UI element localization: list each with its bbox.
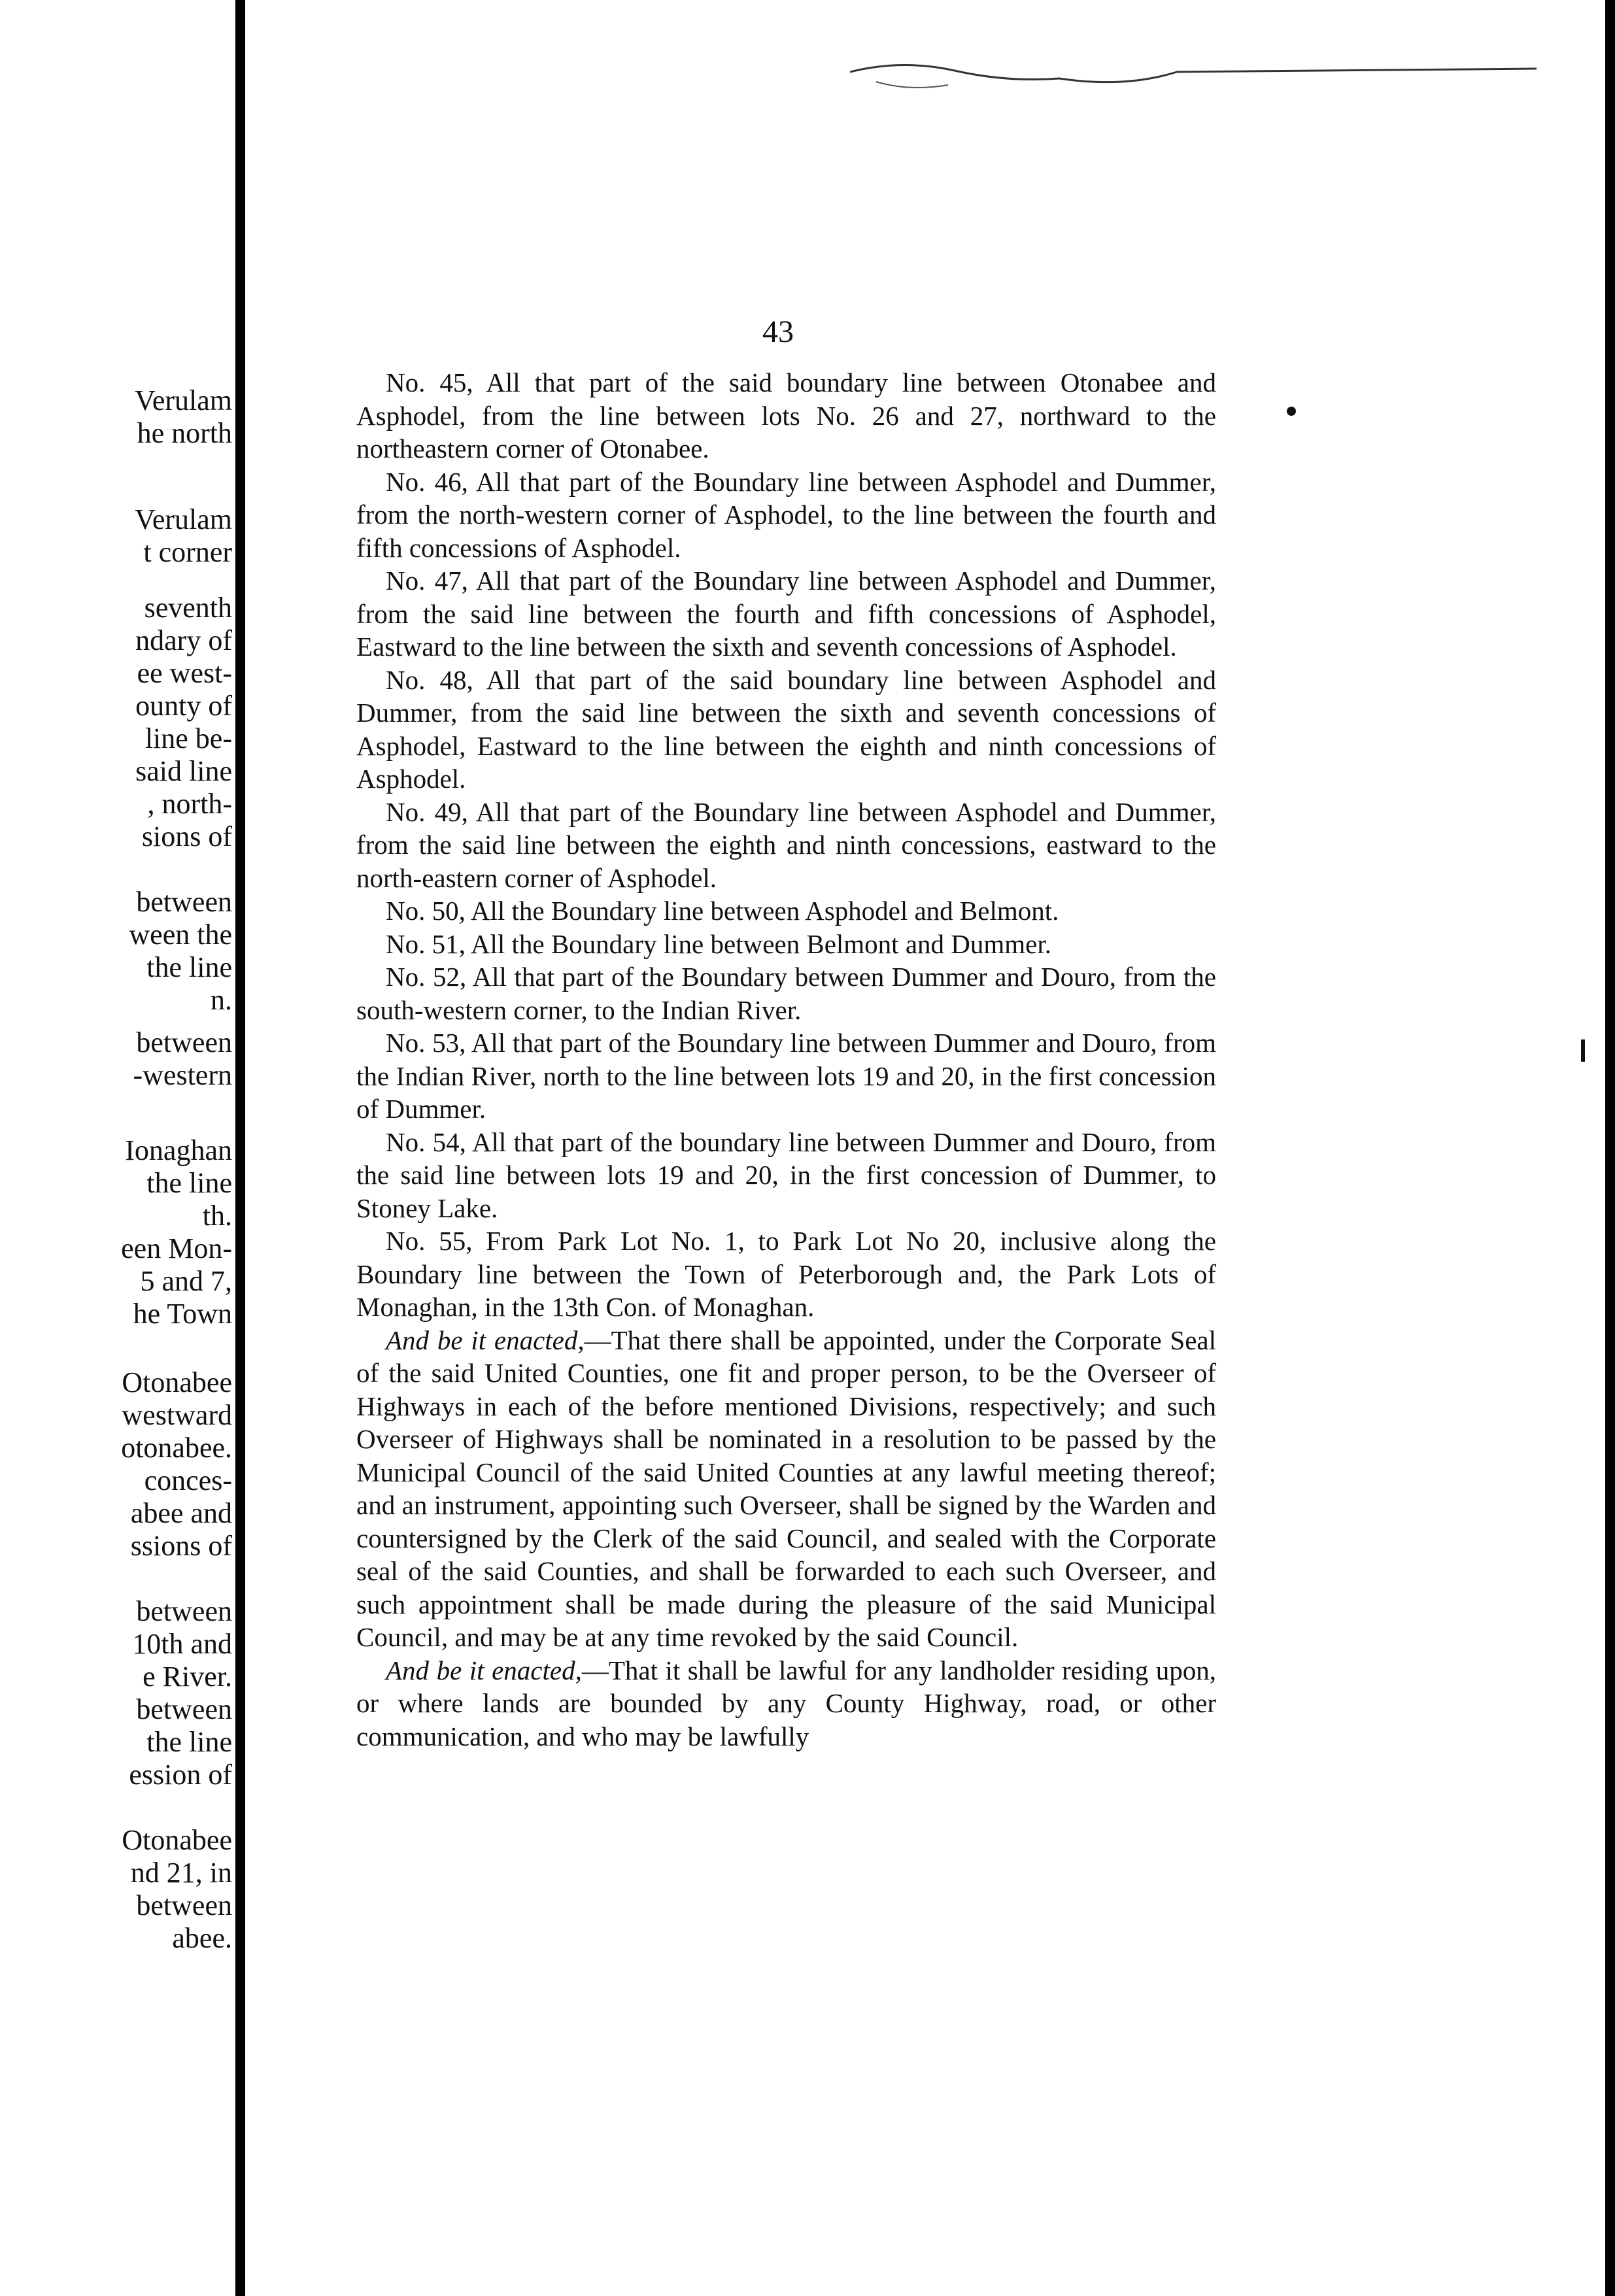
- left-page-text-fragment: n.: [211, 984, 232, 1016]
- left-page-text-fragment: Otonabee: [122, 1366, 232, 1398]
- left-page-text-fragment: said line: [135, 755, 232, 787]
- left-page-text-fragment: between: [136, 1693, 232, 1725]
- left-page-text-fragment: nd 21, in: [130, 1857, 232, 1889]
- boundary-division-paragraph: No. 55, From Park Lot No. 1, to Park Lot No 20, inclusive along the Boundary line between the Town of Peterborough and, the Park Lots of Monaghan, in the 13th Con. of Monaghan.: [356, 1226, 1216, 1322]
- enactment-text: —That it shall be lawful for any landholder residing upon, or where lands are bounded by any County Highway, road, or other communication, and who may be lawfully: [356, 1655, 1216, 1751]
- left-page-text-fragment: ession of: [129, 1759, 232, 1791]
- left-page-text-fragment: the line: [146, 951, 232, 983]
- boundary-division-paragraph: No. 52, All that part of the Boundary between Dummer and Douro, from the south-western corner, to the Indian River.: [356, 962, 1216, 1025]
- left-page-text-fragment: between: [136, 1595, 232, 1627]
- enactment-lead: And be it enacted,: [386, 1655, 582, 1685]
- left-page-text-fragment: between: [136, 1889, 232, 1921]
- enactment-text: —That there shall be appointed, under the Corporate Seal of the said United Counties, one fit and proper person, to be the Overseer of Highways in each of the before mentioned Divisions, respectively; and such Overseer of Highways shall be nominated in a resolution to be passed by the Municipal Council of the said United Counties at any lawful meeting thereof; and an instrument, appointing such Overseer, shall be signed by the Warden and countersigned by the Clerk of the said Council, and sealed with the Corporate seal of the said Counties, and shall be forwarded to each such Overseer, and such appointment shall be made during the pleasure of the said Municipal Council, and may be at any time revoked by the said Council.: [356, 1325, 1217, 1652]
- left-page-text-fragment: otonabee.: [121, 1432, 232, 1464]
- left-page-text-fragment: westward: [122, 1399, 232, 1431]
- left-page-text-fragment: Ionaghan: [125, 1134, 232, 1166]
- left-page-text-fragment: between: [136, 1026, 232, 1058]
- left-page-text-fragment: ndary of: [135, 624, 232, 656]
- gutter-shadow: [235, 0, 245, 2296]
- boundary-division-paragraph: No. 53, All that part of the Boundary line between Dummer and Douro, from the Indian River, north to the line between lots 19 and 20, in the first concession of Dummer.: [356, 1028, 1216, 1124]
- left-page-text-fragment: abee.: [172, 1922, 232, 1954]
- left-page-text-fragment: th.: [202, 1200, 232, 1232]
- stray-mark: [1287, 407, 1296, 416]
- left-page-text-fragment: ween the: [129, 919, 232, 951]
- left-facing-page: [0, 0, 243, 2296]
- left-page-text-fragment: Otonabee: [122, 1824, 232, 1856]
- top-tear-mark: [850, 52, 1537, 98]
- boundary-division-paragraph: No. 51, All the Boundary line between Belmont and Dummer.: [386, 928, 1051, 959]
- left-page-text-fragment: t corner: [143, 536, 232, 568]
- left-page-text-fragment: the line: [146, 1726, 232, 1758]
- left-page-text-fragment: 10th and: [132, 1628, 232, 1660]
- left-page-text-fragment: abee and: [130, 1497, 232, 1529]
- boundary-division-paragraph: No. 47, All that part of the Boundary line between Asphodel and Dummer, from the said line between the fourth and fifth concessions of Asphodel, Eastward to the line between the sixth and seventh concessions of Asphodel.: [356, 566, 1216, 662]
- left-page-text-fragment: between: [136, 886, 232, 918]
- boundary-division-paragraph: No. 49, All that part of the Boundary line between Asphodel and Dummer, from the said line between the eighth and ninth concessions, eastward to the north-eastern corner of Asphodel.: [356, 796, 1216, 893]
- page-number: 43: [762, 314, 794, 349]
- left-page-text-fragment: 5 and 7,: [140, 1265, 232, 1297]
- enactment-paragraph: [356, 1654, 1216, 1753]
- left-page-text-fragment: seventh: [144, 592, 232, 624]
- boundary-division-paragraph: No. 48, All that part of the said boundary line between Asphodel and Dummer, from the said line between the sixth and seventh concessions of Asphodel, Eastward to the line between the eighth and ninth concessions of Asphodel.: [356, 664, 1216, 794]
- left-page-text-fragment: Verulam: [134, 503, 232, 535]
- boundary-division-paragraph: No. 46, All that part of the Boundary line between Asphodel and Dummer, from the north-western corner of Asphodel, to the line between the fourth and fifth concessions of Asphodel.: [356, 466, 1216, 563]
- left-page-text-fragment: conces-: [144, 1464, 232, 1496]
- left-page-text-fragment: e River.: [143, 1661, 232, 1693]
- left-page-text-fragment: the line: [146, 1167, 232, 1199]
- left-page-text-fragment: ounty of: [135, 690, 232, 722]
- enactment-paragraph: [356, 1324, 1216, 1654]
- left-page-text-fragment: , north-: [147, 788, 232, 820]
- boundary-division-paragraph: No. 45, All that part of the said boundary line between Otonabee and Asphodel, from the line between lots No. 26 and 27, northward to the northeastern corner of Otonabee.: [356, 367, 1216, 464]
- body-text: [356, 366, 1216, 1753]
- left-page-text-fragment: sions of: [141, 820, 232, 853]
- boundary-division-paragraph: No. 50, All the Boundary line between Asphodel and Belmont.: [386, 896, 1059, 926]
- left-page-text-fragment: line be-: [144, 722, 232, 754]
- boundary-division-paragraph: No. 54, All that part of the boundary line between Dummer and Douro, from the said line between lots 19 and 20, in the first concession of Dummer, to Stoney Lake.: [356, 1126, 1216, 1223]
- page-edge: [1563, 39, 1580, 2229]
- enactment-lead: And be it enacted,: [386, 1325, 585, 1355]
- left-page-text-fragment: een Mon-: [121, 1232, 232, 1264]
- stray-mark: [1581, 1039, 1585, 1062]
- left-page-text-fragment: he north: [137, 417, 232, 449]
- left-page-text-fragment: ssions of: [130, 1530, 232, 1562]
- left-page-text-fragment: he Town: [133, 1298, 232, 1330]
- left-page-text-fragment: Verulam: [134, 384, 232, 416]
- left-page-text-fragment: -western: [133, 1059, 232, 1091]
- left-page-text-fragment: ee west-: [137, 657, 232, 689]
